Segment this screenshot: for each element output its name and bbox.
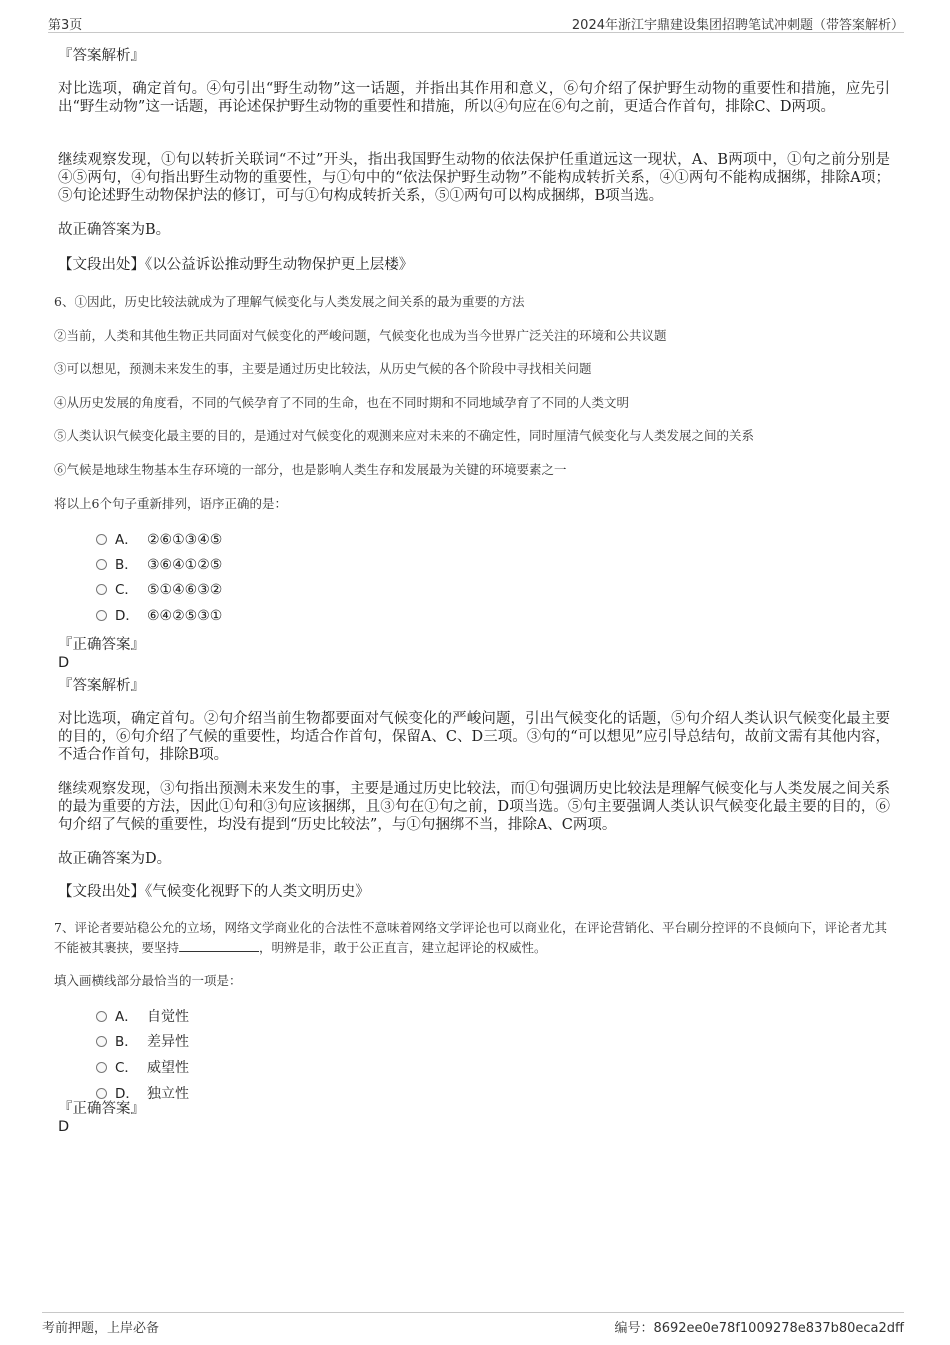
q6-sentence-6: ⑥气候是地球生物基本生存环境的一部分，也是影响人类生存和发展最为关键的环境要素之一 (54, 462, 567, 477)
q6-answer: D (58, 655, 70, 671)
q6-option-c[interactable]: C． ⑤①④⑥③② (96, 579, 222, 601)
radio-icon[interactable] (96, 559, 107, 570)
q6-answer-label: 『正确答案』 (58, 637, 145, 653)
q6-sentence-4: ④从历史发展的角度看，不同的气候孕育了不同的生命，也在不同时期和不同地域孕育了不同的人类文明 (54, 395, 630, 410)
q6-option-a[interactable]: A． ②⑥①③④⑤ (96, 529, 222, 551)
document-title: 2024年浙江宇鼎建设集团招聘笔试冲刺题（带答案解析） (571, 18, 904, 33)
radio-icon[interactable] (96, 1011, 107, 1022)
q6-analysis-paragraph-1: 对比选项，确定首句。②句介绍当前生物都要面对气候变化的严峻问题，引出气候变化的话题，⑤句介绍人类认识气候变化最主要的目的，⑥句介绍了气候的重要性，均适合作首句，保留A、C、D三项。③句的“可以想见”应引导总结句，故前文需有其他内容，不适合作首句，排除B项。 (58, 711, 890, 763)
radio-icon[interactable] (96, 1036, 107, 1047)
q5-analysis-paragraph-2: 继续观察发现，①句以转折关联词“不过”开头，指出我国野生动物的依法保护任重道远这一现状，A、B两项中，①句之前分别是④⑤两句，④句指出野生动物的重要性，与①句中的“依法保护野生动物”不能构成转折关系，④①两句不能构成捆绑，排除A项；⑤句论述野生动物保护法的修订，可与①句构成转折关系，⑤①两句可以构成捆绑，B项当选。 (58, 152, 890, 204)
q6-option-b[interactable]: B． ③⑥④①②⑤ (96, 554, 222, 576)
q7-prompt: 填入画横线部分最恰当的一项是： (54, 973, 242, 988)
q6-sentence-3: ③可以想见，预测未来发生的事，主要是通过历史比较法，从历史气候的各个阶段中寻找相关问题 (54, 361, 592, 376)
radio-icon[interactable] (96, 1062, 107, 1073)
q6-sentence-2: ②当前，人类和其他生物正共同面对气候变化的严峻问题，气候变化也成为当今世界广泛关注的环境和公共议题 (54, 328, 667, 343)
q6-analysis-label: 『答案解析』 (58, 678, 145, 694)
q6-source: 【文段出处】《气候变化视野下的人类文明历史》 (58, 884, 370, 900)
radio-icon[interactable] (96, 534, 107, 545)
q6-sentence-1: 6、①因此，历史比较法就成为了理解气候变化与人类发展之间关系的最为重要的方法 (54, 294, 525, 309)
q6-option-d[interactable]: D． ⑥④②⑤③① (96, 605, 222, 627)
q7-option-a[interactable]: A． 自觉性 (96, 1006, 189, 1028)
q7-answer-label: 『正确答案』 (58, 1101, 145, 1117)
q7-stem: 7、评论者要站稳公允的立场，网络文学商业化的合法性不意味着网络文学评论也可以商业化，在评论营销化、平台刷分控评的不良倾向下，评论者尤其不能被其裹挟，要坚持 ，明辨是非，敢于公正直言，建立起评论的权威性。 (54, 920, 887, 955)
q5-analysis-paragraph-1: 对比选项，确定首句。④句引出“野生动物”这一话题，并指出其作用和意义，⑥句介绍了保护野生动物的重要性和措施，应先引出“野生动物”这一话题，再论述保护野生动物的重要性和措施，所以④句应在⑥句之前，更适合作首句，排除C、D两项。 (58, 81, 890, 115)
radio-icon[interactable] (96, 610, 107, 621)
q6-analysis-paragraph-2: 继续观察发现，③句指出预测未来发生的事，主要是通过历史比较法，而①句强调历史比较法是理解气候变化与人类发展之间关系的最为重要的方法，因此①句和③句应该捆绑，且③句在①句之前，D项当选。⑤句主要强调人类认识气候变化最主要的目的，⑥句介绍了气候的重要性，均没有提到“历史比较法”，与①句捆绑不当，排除A、C两项。 (58, 781, 890, 833)
radio-icon[interactable] (96, 584, 107, 595)
q5-analysis-label: 『答案解析』 (58, 48, 145, 64)
q7-answer: D (58, 1119, 70, 1135)
page-footer (42, 1312, 904, 1337)
footer-slogan: 考前押题，上岸必备 (42, 1321, 160, 1336)
q7-option-b[interactable]: B． 差异性 (96, 1031, 189, 1053)
q6-prompt: 将以上6个句子重新排列，语序正确的是： (54, 496, 287, 511)
q5-conclusion: 故正确答案为B。 (58, 222, 171, 238)
q7-option-c[interactable]: C． 威望性 (96, 1057, 189, 1079)
q6-conclusion: 故正确答案为D。 (58, 851, 172, 867)
fill-blank (179, 939, 259, 952)
q7-option-d[interactable]: D． 独立性 (96, 1083, 189, 1105)
document-code: 编号：8692ee0e78f1009278e837b80eca2dff (614, 1321, 904, 1336)
page-number: 第3页 (48, 18, 83, 33)
q5-source: 【文段出处】《以公益诉讼推动野生动物保护更上层楼》 (58, 257, 414, 273)
radio-icon[interactable] (96, 1088, 107, 1099)
q6-sentence-5: ⑤人类认识气候变化最主要的目的，是通过对气候变化的观测来应对未来的不确定性，同时厘清气候变化与人类发展之间的关系 (54, 428, 755, 443)
page-header (48, 12, 904, 33)
